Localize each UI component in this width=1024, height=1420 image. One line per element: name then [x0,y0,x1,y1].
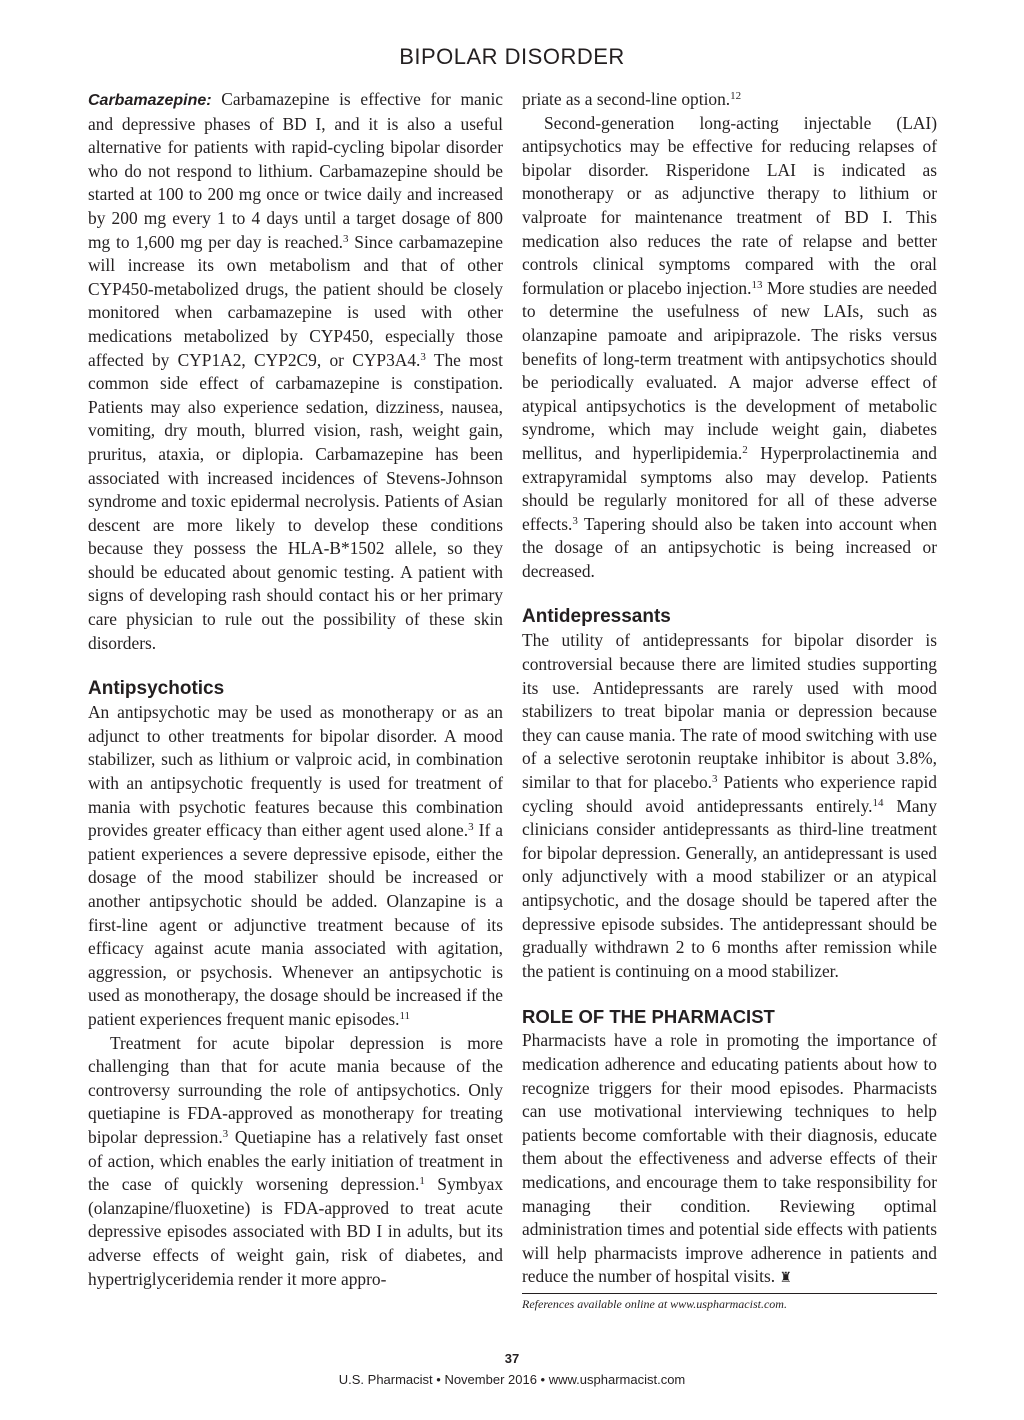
text-run: Many clinicians consider antidepressants as third-line treatment for bipolar depression. Generally, an antidepressant is used only adjunctively with a mood stabilizer or an atypical antipsychotic, and the dosage should be tapered after the depressive episode subsides. The antidepressant should be gradually withdrawn 2 to 6 months after remission while the patient is continuing on a mood stabilizer. [522,795,937,981]
text-run: Since carbamazepine will increase its own metabolism and that of other CYP450-metabolized drugs, the patient should be closely monitored when carbamazepine is used with other medications metabolized by CYP450, especially those affected by CYP1A2, CYP2C9, or CYP3A4. [88,231,503,370]
citation: 12 [730,90,742,102]
carbamazepine-lead: Carbamazepine: [88,92,212,109]
role-of-pharmacist-heading: ROLE OF THE PHARMACIST [522,1006,775,1028]
citation: 3 [343,232,349,245]
text-run: More studies are needed to determine the usefulness of new LAIs, such as olanzapine pamoate and aripiprazole. The risks versus benefits of long-term treatment with antipsychotics should be periodically evaluated. A major adverse effect of atypical antipsychotics is the development of metabolic syndrome, which may include weight gain, diabetes mellitus, and hyperlipidemia. [522,277,938,463]
citation: 11 [399,1009,411,1022]
antipsychotics-paragraph-1 [88,701,503,1031]
antipsychotics-paragraph-2 [88,1032,503,1292]
text-run: priate as a second-line option. [522,89,731,109]
citation: 3 [420,350,426,363]
citation: 3 [468,821,474,834]
text-run: Pharmacists have a role in promoting the importance of medication adherence and educating patients about how to recognize triggers for their mood episodes. Pharmacists can use motivational interviewing techniques to help patients become comfortable with their diagnosis, educate them about the effectiveness and adverse effects of their medications, and encourage them to take responsibility for managing their condition. Reviewing optimal administration times and potential side effects with patients will help pharmacists improve adherence in patients and reduce the number of hospital visits. [522,1030,937,1287]
text-run: Carbamazepine is effective for manic and depressive phases of BD I, and it is also a useful alternative for patients with rapid-cycling bipolar disorder who do not respond to lithium. Carbamazepine should be started at 100 to 200 mg once or twice daily and increased by 200 mg every 1 to 4 days until a target dosage of 800 mg to 1,600 mg per day is reached. [88,89,503,252]
text-run: Tapering should also be taken into account when the dosage of an antipsychotic is being increased or decreased. [522,513,937,581]
carbamazepine-paragraph [88,88,503,655]
role-paragraph [522,1029,937,1291]
continuation-paragraph [522,88,937,112]
citation: 2 [742,443,748,456]
left-column [88,88,503,1291]
citation: 3 [712,773,718,786]
antidepressants-heading: Antidepressants [522,606,671,628]
text-run: An antipsychotic may be used as monotherapy or as an adjunct to other treatments for bipolar disorder. A mood stabilizer, such as lithium or valproic acid, in combination with an antipsychotic frequently is used for treatment of mania with psychotic features because this combination provides greater efficacy than either agent used alone. [88,702,503,841]
antipsychotics-heading: Antipsychotics [88,678,225,700]
text-run: Treatment for acute bipolar depression is more challenging than that for acute mania because of the controversy surrounding the role of antipsychotics. Only quetiapine is FDA-approved as monotherapy for treating bipolar depression. [88,1032,503,1147]
citation: 3 [572,514,578,527]
citation: 1 [419,1175,425,1188]
citation: 3 [222,1127,229,1140]
antidepressants-paragraph [522,629,937,983]
text-run: Symbyax (olanzapine/fluoxetine) is FDA-approved to treat acute depressive episodes associated with BD I in adults, but its adverse effects of weight gain, risk of diabetes, and hypertriglyceridemia render it more appro- [88,1174,504,1289]
right-column [522,88,937,1312]
text-run: Second-generation long-acting injectable (LAI) antipsychotics may be effective for reducing relapses of bipolar disorder. Risperidone LAI is indicated as monotherapy or as adjunctive therapy to lithium or valproate for maintenance treatment of BD I. This medication also reduces the rate of relapse and better controls clinical symptoms compared with the oral formulation or placebo injection. [522,112,937,298]
page-number: 37 [504,1351,520,1366]
running-header: BIPOLAR DISORDER [399,44,625,69]
end-mark-icon: ♜ [779,1271,792,1287]
references-note: References available online at www.uspharmacist.com. [522,1293,937,1312]
citation: 14 [872,796,884,809]
text-run: Quetiapine has a relatively fast onset of action, which enables the early initiation of treatment in the case of quickly worsening depression. [88,1126,503,1195]
text-run: Patients who experience rapid cycling should avoid antidepressants entirely. [522,772,937,816]
footer-byline: U.S. Pharmacist • November 2016 • www.uspharmacist.com [338,1372,686,1387]
text-run: Hyperprolactinemia and extrapyramidal symptoms also may develop. Patients should be regularly monitored for all of these adverse effects. [522,442,937,534]
text-run: The utility of antidepressants for bipolar disorder is controversial because there are limited studies supporting its use. Antidepressants are rarely used with mood stabilizers to treat bipolar mania or depression because they can cause mania. The rate of mood switching with use of a selective serotonin reuptake inhibitor is about 3.8%, similar to that for placebo. [522,630,937,793]
lai-paragraph [522,112,937,584]
text-run: If a patient experiences a severe depressive episode, either the dosage of the mood stabilizer should be increased or another antipsychotic should be added. Olanzapine is a first-line agent or adjunctive treatment because of its efficacy against acute mania associated with agitation, aggression, or psychosis. Whenever an antipsychotic is used as monotherapy, the dosage should be increased if the patient experiences frequent manic episodes. [88,820,503,1029]
text-run: The most common side effect of carbamazepine is constipation. Patients may also experience sedation, dizziness, nausea, vomiting, dry mouth, blurred vision, rash, weight gain, pruritus, ataxia, or diplopia. Carbamazepine has been associated with increased incidences of Stevens-Johnson syndrome and toxic epidermal necrolysis. Patients of Asian descent are more likely to develop these conditions because they possess the HLA-B*1502 allele, so they should be educated about genomic testing. A patient with signs of developing rash should contact his or her primary care physician to rule out the possibility of these skin disorders. [88,349,503,653]
citation: 13 [751,278,763,291]
